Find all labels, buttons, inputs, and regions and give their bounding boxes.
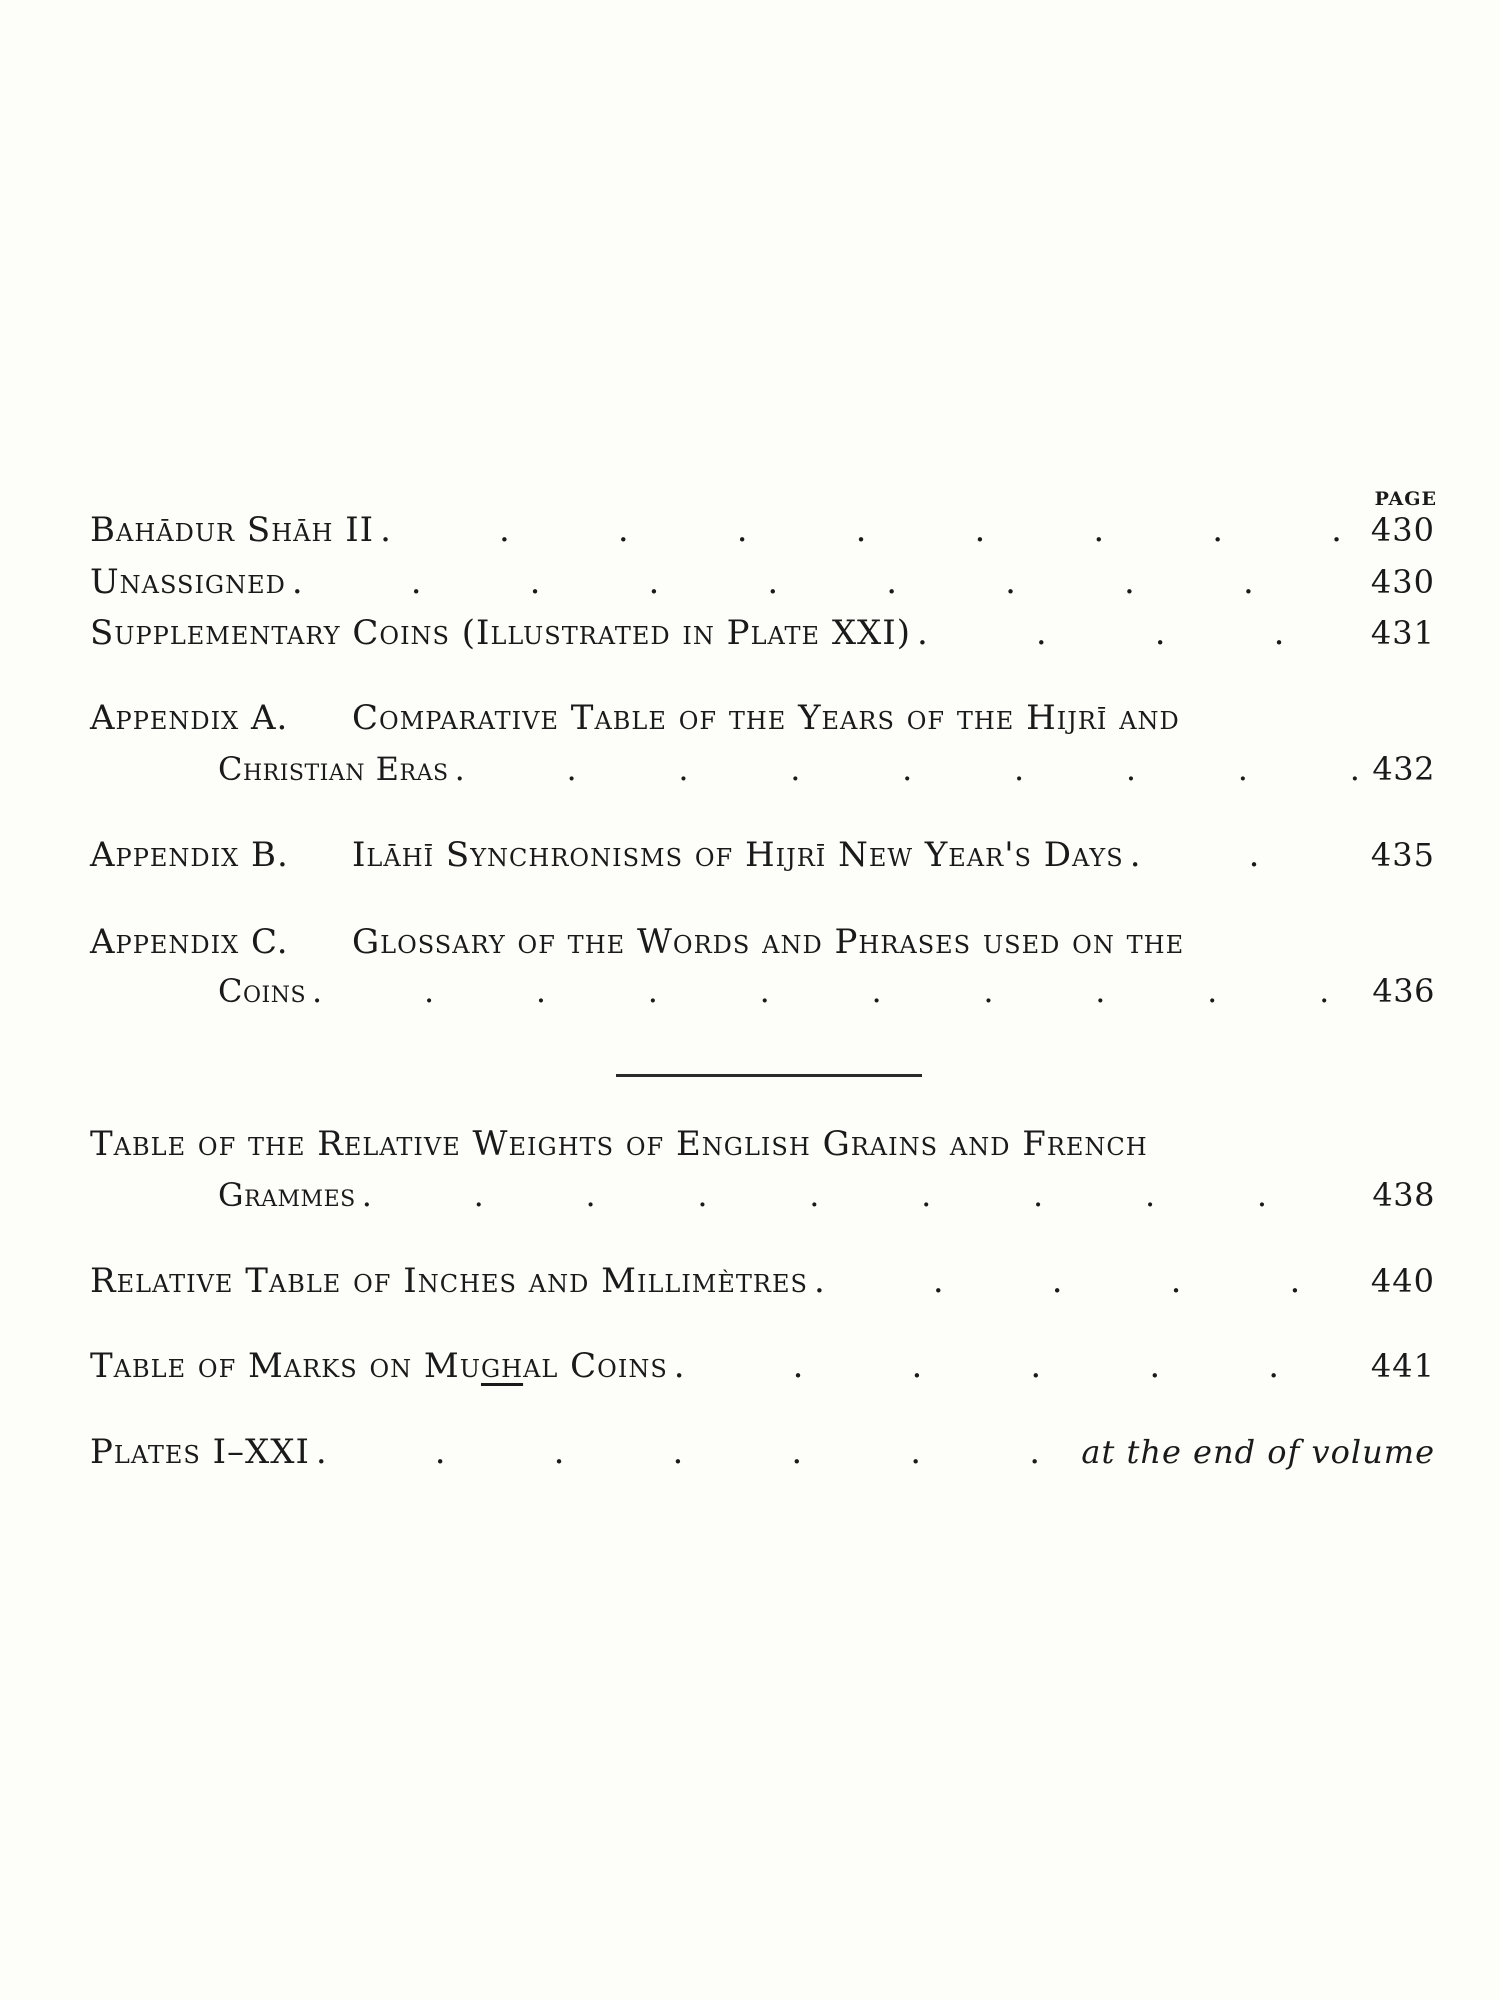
entry-title: Table of the Relative Weights of English Grains and French [90,1124,1148,1164]
entry-title: Supplementary Coins (Illustrated in Plate XXI) [90,613,911,653]
entry-page: 440 [1370,1262,1435,1300]
dot-leader [362,1176,1359,1214]
entry-page: 438 [1372,1176,1435,1214]
toc-entry [90,1346,1435,1386]
appendix-label: Appendix C. [90,922,289,962]
entry-title: Unassigned [90,562,286,602]
toc-entry-continuation [218,972,1435,1010]
entry-title: Glossary of the Words and Phrases used on the [352,922,1185,962]
dot-leader [814,1261,1359,1301]
entry-page: 435 [1370,836,1435,874]
entry-page: 436 [1372,972,1435,1010]
toc-entry [90,613,1435,653]
entry-title-part: al Coins [523,1346,668,1386]
appendix-label: Appendix B. [90,835,289,875]
entry-page: 430 [1370,511,1435,549]
entry-title [90,1346,668,1386]
toc-entry [90,510,1435,550]
toc-entry-continuation [218,750,1435,788]
page-column-header: PAGE [1374,488,1437,510]
entry-title: Ilāhī Synchronisms of Hijrī New Year's Days [352,835,1124,875]
entry-page: 430 [1370,563,1435,601]
entry-page: 431 [1370,614,1435,652]
toc-entry [90,562,1435,602]
section-divider-rule [616,1074,922,1077]
entry-title: Plates I–XXI [90,1432,310,1472]
toc-entry-appendix-a [90,698,1435,738]
appendix-label: Appendix A. [90,698,289,738]
dot-leader [316,1432,1075,1472]
dot-leader [292,562,1359,602]
entry-title-continued: Grammes [218,1176,356,1214]
toc-entry [90,1261,1435,1301]
entry-page: 441 [1370,1347,1435,1385]
entry-title-continued: Coins [218,972,307,1010]
dot-leader [674,1346,1359,1386]
toc-entry-continuation [218,1176,1435,1214]
entry-title: Relative Table of Inches and Millimètres [90,1261,808,1301]
dot-leader [455,750,1359,788]
dot-leader [917,613,1359,653]
entry-title-continued: Christian Eras [218,750,449,788]
entry-page: at the end of volume [1081,1433,1435,1471]
entry-title-part: Table of Marks on Mu [90,1346,481,1386]
entry-page: 432 [1372,750,1435,788]
toc-entry-appendix-b [90,835,1435,875]
entry-title-underlined-part: gh [480,1346,524,1386]
entry-title: Comparative Table of the Years of the Hijrī and [352,698,1180,738]
dot-leader [1130,835,1359,875]
entry-title: Bahādur Shāh II [90,510,375,550]
toc-entry-appendix-c [90,922,1435,962]
toc-entry [90,1124,1435,1164]
dot-leader [380,510,1359,550]
toc-entry [90,1432,1435,1472]
dot-leader [312,972,1359,1010]
